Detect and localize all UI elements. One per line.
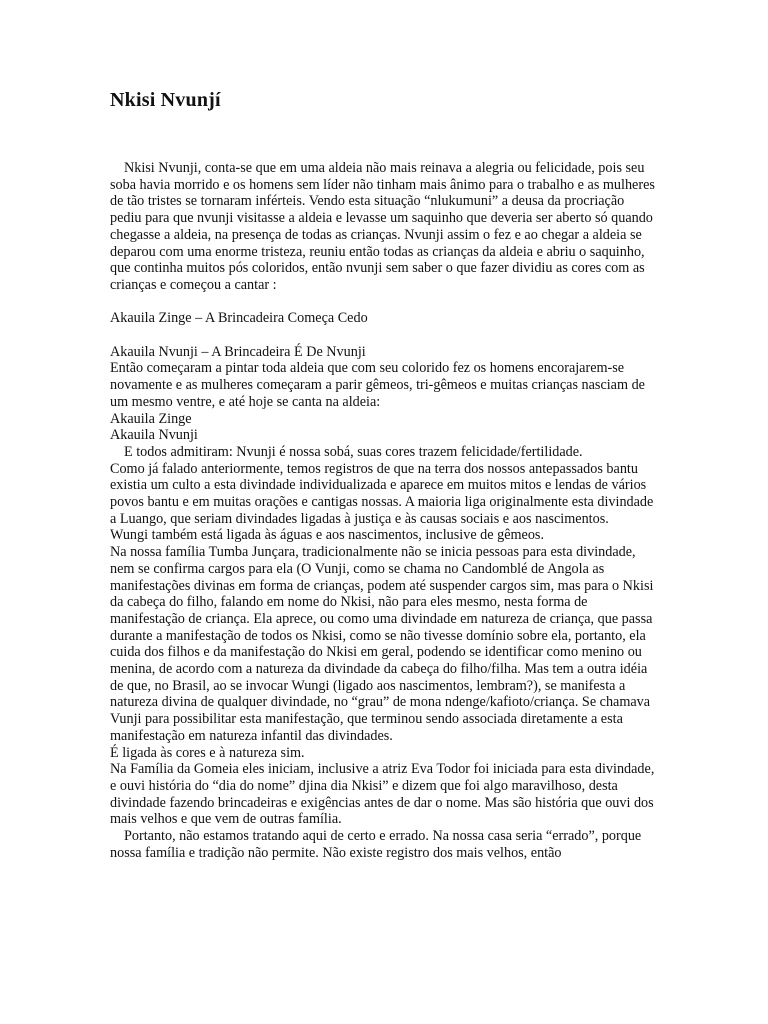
document-page [110, 86, 658, 862]
paragraph: Akauila Zinge – A Brincadeira Começa Cedo [110, 310, 368, 327]
paragraph: Akauila Nvunji – A Brincadeira É De Nvunji [110, 343, 366, 360]
paragraph: Então começaram a pintar toda aldeia que com seu colorido fez os homens encorajarem-se novamente e as mulheres começaram a parir gêmeos, tri-gêmeos e muitas crianças nasciam de um mesmo ventre, e até hoje se canta na aldeia: [110, 360, 645, 410]
paragraph: Akauila Nvunji [110, 427, 198, 444]
document-title: Nkisi Nvunjí [110, 89, 221, 111]
paragraph: E todos admitiram: Nvunji é nossa sobá, suas cores trazem felicidade/fertilidade. [124, 443, 583, 460]
paragraph-spacer [110, 327, 658, 344]
paragraph: Na nossa família Tumba Junçara, tradicionalmente não se inicia pessoas para esta divindade, nem se confirma cargos para ela (O Vunji, como se chama no Candomblé de Angola as manifestações divinas em forma de crianças, podem até suspender cargos sim, mas para o Nkisi da cabeça do filho, falando em nome do Nkisi, não para eles mesmo, nesta forma de manifestação de criança. Ela aprece, ou como uma divindade em natureza de criança, que passa durante a manifestação de todos os Nkisi, como se não tivesse domínio sobre ela, portanto, ela cuida dos filhos e da manifestação do Nkisi em geral, podendo se identificar como menino ou menina, de acordo com a natureza da divindade da cabeça do filho/filha. Mas tem a outra idéia de que, no Brasil, ao se invocar Wungi (ligado aos nascimentos, lembram?), se manifesta a natureza divina de qualquer divindade, no “grau” de mona ndenge/kafioto/criança. Se chamava Vunji para possibilitar esta manifestação, que terminou sendo associada diretamente a esta manifestação em natureza infantil das divindades. [110, 544, 654, 744]
paragraph: Nkisi Nvunji, conta-se que em uma aldeia não mais reinava a alegria ou felicidade, pois seu soba havia morrido e os homens sem líder não tinham mais ânimo para o trabalho e as mulheres de tão tristes se tornaram inférteis. Vendo esta situação “nlukumuni” a deusa da procriação pediu para que nvunji visitasse a aldeia e levasse um saquinho que deveria ser aberto só quando chegasse a aldeia, na presença de todas as crianças. Nvunji assim o fez e ao chegar a aldeia se deparou com uma enorme tristeza, reuniu então todas as crianças da aldeia e abriu o saquinho, que continha muitos pós coloridos, então nvunji sem saber o que fazer dividiu as cores com as crianças e começou a cantar : [110, 160, 655, 293]
paragraph: Como já falado anteriormente, temos registros de que na terra dos nossos antepassados bantu existia um culto a esta divindade individualizada e aparece em muitos mitos e lendas de vários povos bantu e em muitas orações e cantigas nossas. A maioria liga originalmente esta divindade a Luango, que seriam divindades ligadas à justiça e às causas sociais e aos nascimentos. [110, 460, 654, 527]
paragraph-spacer [110, 294, 658, 311]
paragraph: Wungi também está ligada às águas e aos nascimentos, inclusive de gêmeos. [110, 527, 544, 544]
paragraph: Portanto, não estamos tratando aqui de certo e errado. Na nossa casa seria “errado”, porque nossa família e tradição não permite. Não existe registro dos mais velhos, então [110, 828, 642, 861]
paragraph: Akauila Zinge [110, 410, 192, 427]
paragraph: É ligada às cores e à natureza sim. [110, 744, 305, 761]
document-body [110, 160, 658, 862]
paragraph: Na Família da Gomeia eles iniciam, inclusive a atriz Eva Todor foi iniciada para esta divindade, e ouvi história do “dia do nome” djina dia Nkisi” e dizem que foi algo maravilhoso, desta divindade fazendo brincadeiras e exigências antes de dar o nome. Mas são história que ouvi dos mais velhos e que vem de outras família. [110, 761, 655, 828]
